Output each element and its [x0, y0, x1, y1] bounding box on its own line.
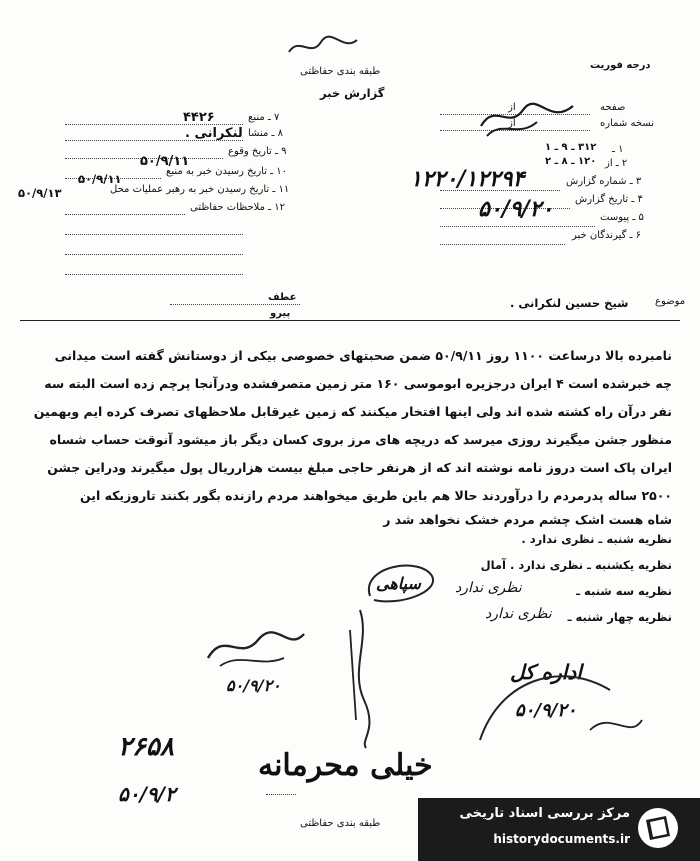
copy-number-label: نسخه شماره [600, 118, 654, 129]
report-date-handwritten: ۵۰/۹/۲۰ [478, 196, 554, 222]
item-9-label: ۹ ـ تاریخ وقوع [228, 146, 287, 157]
atf-line [170, 304, 300, 305]
extra-line-3 [65, 274, 243, 275]
item-11-value-a: ۵۰/۹/۱۱ [78, 172, 122, 186]
opinion-saturday: نظریه شنبه ـ نظری ندارد . [521, 532, 672, 546]
item-6-line [440, 244, 565, 245]
item-5-line [440, 226, 595, 227]
atf-label: عطف [268, 292, 297, 303]
watermark-title: مرکز بررسی اسناد تاریخی [459, 806, 630, 821]
right-date-handwritten: ۵۰/۹/۲۰ [515, 700, 577, 721]
item-10-value: ۵۰/۹/۱۱ [140, 154, 190, 169]
item-11-label: ۱۱ ـ تاریخ رسیدن خبر به رهبر عملیات محل [110, 184, 290, 195]
body-line-6: ۲۵۰۰ ساله پدرمردم را درآوردند حالا هم باین طریق میخواهند مردم رازنده بگور بکنند تاروزیکه این [80, 488, 672, 503]
item-3-label: ۳ ـ شماره گزارش [566, 176, 642, 187]
item-7-value: ۴۴۲۶ [183, 110, 215, 125]
urgency-label: درجه فوریت [590, 60, 651, 71]
footer-dots [266, 794, 296, 795]
page-number-label: صفحه [600, 102, 626, 113]
subject-divider [20, 320, 680, 321]
item-12-line [65, 214, 185, 215]
item-11-value-b: ۵۰/۹/۱۳ [18, 186, 62, 200]
item-2-value: ۱۲۰ ـ ۸ ـ ۲ [545, 156, 597, 167]
confidential-stamp: خیلی محرمانه [258, 748, 433, 783]
classification-top: طبقه بندی حفاظتی [300, 66, 381, 77]
body-line-2: چه خبرشده است ۴ ایران درجزیره ابوموسی ۱۶۰ متر زمین متصرفشده ودرآنجا پرچم زده است البته سه [44, 376, 672, 391]
item-12-label: ۱۲ ـ ملاحظات حفاظتی [190, 202, 285, 213]
watermark-url: historydocuments.ir [493, 832, 630, 846]
item-1-value: ۳۱۲ ـ ۹ ـ ۱ [545, 142, 597, 153]
item-8-label: ۸ ـ منشا [248, 128, 284, 139]
body-line-1: نامبرده بالا درساعت ۱۱۰۰ روز ۵۰/۹/۱۱ ضمن صحبتهای خصوصی بیکی از دوستانش گفته است میدانی [54, 348, 672, 363]
item-8-value: لنکرانی . [185, 126, 243, 141]
signature-left-date: ۵۰/۹/۲۰ [226, 676, 281, 695]
opinion-tuesday-signature: سپاهی [376, 574, 421, 593]
opinion-tuesday-label: نظریه سه شنبه ـ [576, 584, 672, 598]
opinion-wednesday-label: نظریه چهار شنبه ـ [567, 610, 672, 624]
left-number-handwritten: ۲۶۵۸ [118, 732, 174, 762]
archive-logo-icon [636, 806, 680, 850]
item-10-label: ۱۰ ـ تاریخ رسیدن خبر به منبع [166, 166, 288, 177]
opinion-wednesday-handwritten: نظری ندارد [485, 606, 552, 622]
handwritten-stroke-center [330, 600, 390, 750]
report-title: گزارش خبر [320, 86, 385, 100]
body-line-4: منظور جشن میگیرند روزی میرسد که دریچه های مرز بروی کسان دیگر باز میشود آنوقت حساب شساه [49, 432, 672, 447]
subject-text: شیخ حسین لنکرانی . [510, 296, 629, 310]
body-line-5: ایران پاک است دروز نامه نوشته اند که از هرنفر حاجی مبلغ بیست هزارریال پول میگیرند ودراین جشن [47, 460, 672, 475]
item-1-label: ۱ ـ [612, 144, 624, 155]
report-number-handwritten: ۱۲۲۰/۱۲۲۹۴ [410, 166, 525, 192]
item-5-label: ۵ ـ پیوست [600, 212, 644, 223]
signature-left [200, 622, 310, 674]
peyro-label: پیرو [270, 308, 291, 319]
left-date-handwritten: ۵۰/۹/۲ [118, 782, 176, 806]
right-scribble [470, 650, 650, 770]
extra-line-1 [65, 234, 243, 235]
item-4-label: ۴ ـ تاریخ گزارش [575, 194, 643, 205]
item-7-label: ۷ ـ منبع [248, 112, 280, 123]
signature-scribble-top [285, 32, 365, 60]
classification-bottom: طبقه بندی حفاظتی [300, 818, 381, 829]
opinion-tuesday-handwritten: نظری ندارد [455, 580, 522, 596]
handwritten-page-copy [475, 96, 585, 140]
item-7-line [65, 124, 243, 125]
from-label-1: از [508, 102, 516, 113]
body-line-3: نفر درآن راه کشته شده اند ولی اینها افتخار میکنند که زمین غیرقابل ملاحظهای تصرف کرده ایم وبهمین [33, 404, 672, 419]
right-note-handwritten: اداره کل [510, 660, 582, 684]
subject-label: موضوع [655, 296, 686, 307]
extra-line-2 [65, 254, 243, 255]
opinion-sunday: نظریه یکشنبه ـ نظری ندارد . آمال [480, 558, 672, 572]
body-line-7: شاه هست اشک چشم مردم خشک نخواهد شد ر [383, 512, 672, 527]
item-2-label: ۲ ـ از [605, 158, 628, 169]
from-label-2: از [508, 118, 516, 129]
item-6-label: ۶ ـ گیرندگان خبر [572, 230, 642, 241]
